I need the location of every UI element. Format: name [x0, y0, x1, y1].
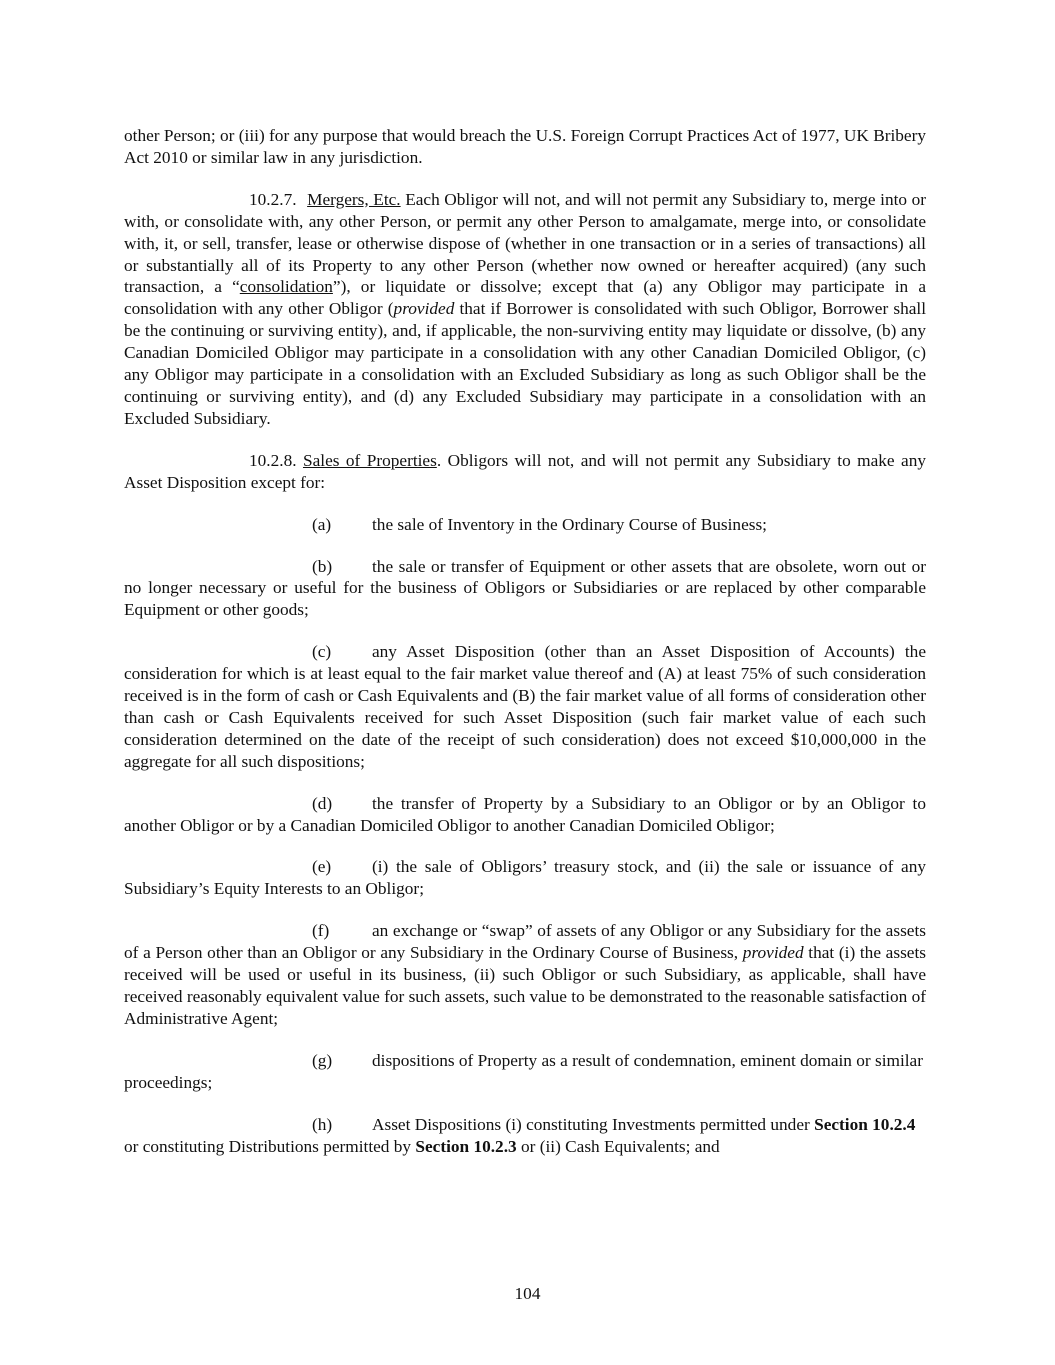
- clause-text: that (i) the assets received will be used or useful in its business, (ii) such Obligor or such Subsidiary, as applicable, shall have received reasonably equivalent value for such assets, such value to be demonstrated to the reasonable satisfaction of Administrative Agent;: [124, 943, 927, 1028]
- clause-d: [124, 793, 926, 837]
- section-text: . Obligors will not, and will not permit any Subsidiary to make any Asset Disposition except for:: [124, 450, 926, 492]
- clause-text: Asset Dispositions (i) constituting Investments permitted under: [372, 1114, 815, 1134]
- clause-label: (g): [312, 1050, 333, 1070]
- document-page: [124, 125, 926, 1157]
- page-number: 104: [514, 1284, 541, 1303]
- section-text: ”), or liquidate or dissolve; except that (a) any Obligor may participate in a consolidation with any other Obligor (: [124, 277, 926, 319]
- section-heading: Sales of Properties: [302, 450, 437, 470]
- section-reference: Section 10.2.3: [415, 1136, 517, 1156]
- clause-g: [124, 1050, 926, 1094]
- clause-text: the transfer of Property by a Subsidiary to an Obligor or by an Obligor to another Obligor or by a Canadian Domiciled Obligor to another Canadian Domiciled Obligor;: [124, 793, 926, 835]
- clause-c: [124, 641, 926, 772]
- clause-text: the sale or transfer of Equipment or other assets that are obsolete, worn out or no longer necessary or useful for the business of Obligors or Subsidiaries or are replaced by other comparable Equipment or other goods;: [124, 556, 926, 620]
- section-text: that if Borrower is consolidated with such Obligor, Borrower shall be the continuing or surviving entity), and, if applicable, the non-surviving entity may liquidate or dissolve, (b) any Canadian Domiciled Obligor may participate in a consolidation with any other Canadian Domiciled Obligor, (c) any Obligor may participate in a consolidation with an Excluded Subsidiary as long as such Obligor shall be the continuing or surviving entity), and (d) any Excluded Subsidiary may participate in a consolidation with an Excluded Subsidiary.: [124, 299, 926, 428]
- clause-text: (i) the sale of Obligors’ treasury stock, and (ii) the sale or issuance of any Subsidiary’s Equity Interests to an Obligor;: [124, 857, 926, 899]
- clause-h: [124, 1114, 926, 1158]
- defined-term: consolidation: [239, 277, 333, 297]
- clause-label: (c): [312, 642, 332, 662]
- clause-f: [124, 920, 926, 1030]
- clause-label: (f): [312, 921, 330, 941]
- section-number: 10.2.8.: [249, 450, 297, 470]
- clause-text: any Asset Disposition (other than an Asset Disposition of Accounts) the consideration for which is at least equal to the fair market value thereof and (A) at least 75% of such consideration received is in the form of cash or Cash Equivalents and (B) the fair market value of all forms of consideration other than cash or Cash Equivalents received for such Asset Disposition (such fair market value of each such consideration determined on the date of the receipt of such consideration) does not exceed $10,000,000 in the aggregate for all such dispositions;: [124, 642, 926, 771]
- clause-b: [124, 556, 926, 622]
- section-text: Each Obligor will not, and will not permit any Subsidiary to, merge into or with, or consolidate with, any other Person, or permit any other Person to amalgamate, merge into, or consolidate with, it, or sell, transfer, lease or otherwise dispose of (whether in one transaction or in a series of transactions) all or substantially all of its Property to any other Person (whether now owned or hereafter acquired) (any such transaction, a “: [124, 189, 926, 297]
- clause-label: (a): [312, 514, 332, 534]
- section-number: 10.2.7.: [249, 189, 297, 209]
- clause-text: dispositions of Property as a result of condemnation, eminent domain or similar proceedings;: [124, 1050, 923, 1092]
- clause-text: or (ii) Cash Equivalents; and: [516, 1136, 720, 1156]
- clause-text: or constituting Distributions permitted by: [124, 1136, 416, 1156]
- clause-e: [124, 856, 926, 900]
- clause-text: an exchange or “swap” of assets of any Obligor or any Subsidiary for the assets of a Person other than an Obligor or any Subsidiary in the Ordinary Course of Business,: [124, 921, 926, 963]
- clause-label: (h): [312, 1114, 333, 1134]
- proviso-term: provided: [393, 299, 455, 319]
- proviso-term: provided: [742, 943, 804, 963]
- section-reference: Section 10.2.4: [814, 1114, 916, 1134]
- clause-a: [124, 514, 926, 536]
- clause-label: (e): [312, 857, 332, 877]
- clause-label: (b): [312, 556, 333, 576]
- intro-paragraph: other Person; or (iii) for any purpose that would breach the U.S. Foreign Corrupt Practices Act of 1977, UK Bribery Act 2010 or similar law in any jurisdiction.: [124, 126, 926, 167]
- clause-label: (d): [312, 793, 333, 813]
- section-heading: Mergers, Etc.: [307, 189, 401, 209]
- section-10-2-7: [124, 189, 926, 430]
- section-10-2-8: [124, 450, 926, 494]
- clause-text: the sale of Inventory in the Ordinary Course of Business;: [372, 514, 767, 534]
